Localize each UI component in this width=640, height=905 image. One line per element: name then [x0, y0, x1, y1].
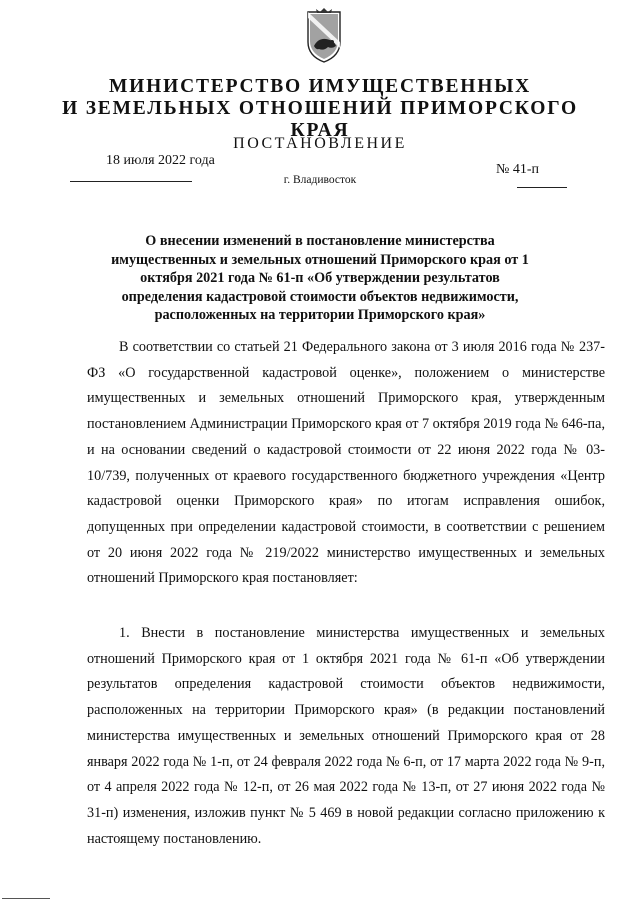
decree-city: г. Владивосток [283, 174, 357, 186]
document-type: ПОСТАНОВЛЕНИЕ [233, 135, 407, 152]
number-underline [517, 187, 567, 188]
decree-date: 18 июля 2022 года [106, 153, 215, 168]
decree-subject: О внесении изменений в постановление министерства имущественных и земельных отношений Приморского края от 1 октября 2021 года № 61-п «Об утверждении результатов определения кадастровой стоимости объектов недвижимости, расположенных на территории Приморского края» [111, 233, 529, 324]
body-paragraph-2: 1. Внести в постановление министерства имущественных и земельных отношений Приморского края от 1 октября 2021 года № 61-п «Об утверждении результатов определения кадастровой стоимости объектов недвижимости, расположенных на территории Приморского края» (в редакции постановлений министерства имущественных и земельных отношений Приморского края от 28 января 2022 года № 1-п, от 24 февраля 2022 года № 6-п, от 17 марта 2022 года № 9-п, от 4 апреля 2022 года № 12-п, от 26 мая 2022 года № 13-п, от 27 июня 2022 года № 31-п) изменения, изложив пункт № 5 469 в новой редакции согласно приложению к настоящему постановлению. [87, 625, 605, 847]
ministry-name-line1: МИНИСТЕРСТВО ИМУЩЕСТВЕННЫХ [108, 76, 532, 97]
body-paragraph-1: В соответствии со статьей 21 Федерального закона от 3 июля 2016 года № 237-ФЗ «О государственной кадастровой оценке», положением о министерстве имущественных и земельных отношений Приморского края, утвержденным постановлением Администрации Приморского края от 7 октября 2019 года № 646-па, и на основании сведений о кадастровой стоимости от 22 июня 2022 года № 03-10/739, полученных от краевого государственного бюджетного учреждения «Центр кадастровой оценки Приморского края» по итогам исправления ошибок, допущенных при определении кадастровой стоимости, в соответствии с решением от 20 июня 2022 года № 219/2022 министерство имущественных и земельных отношений Приморского края постановляет: [87, 339, 605, 587]
decree-number: № 41-п [496, 162, 540, 177]
coat-of-arms-icon [302, 8, 346, 64]
footer-divider [2, 898, 50, 899]
ministry-name-line2: И ЗЕМЕЛЬНЫХ ОТНОШЕНИЙ ПРИМОРСКОГО КРАЯ [62, 98, 578, 141]
